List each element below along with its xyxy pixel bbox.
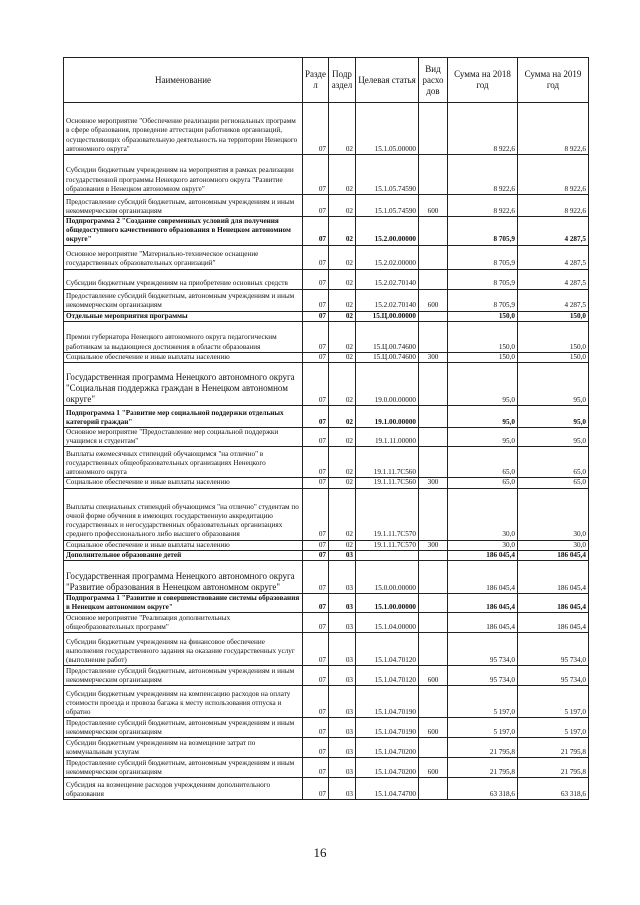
row-vid: 300 bbox=[419, 352, 448, 362]
row-razdel: 07 bbox=[303, 488, 329, 540]
header-sum2019: Сумма на 2019 год bbox=[518, 58, 589, 103]
row-razdel: 07 bbox=[303, 321, 329, 352]
row-vid bbox=[419, 447, 448, 478]
row-name: Премии губернатора Ненецкого автономного округа педагогическим работникам за выдающиеся достижения в области образования bbox=[64, 321, 303, 352]
row-podrazdel: 03 bbox=[329, 561, 356, 594]
row-podrazdel: 02 bbox=[329, 321, 356, 352]
table-row bbox=[64, 321, 589, 352]
row-razdel: 07 bbox=[303, 269, 329, 289]
row-target: 19.1.11.7С560 bbox=[356, 447, 419, 478]
row-podrazdel: 03 bbox=[329, 666, 356, 686]
row-podrazdel: 03 bbox=[329, 594, 356, 613]
row-podrazdel: 03 bbox=[329, 718, 356, 738]
row-sum2018: 30,0 bbox=[448, 488, 518, 540]
row-name: Основное мероприятие "Обеспечение реализации региональных программ в сфере образования, проведение аттестации работников организаций, осуществляющих образовательную деятельность на территории Ненецкого автономного округа" bbox=[64, 103, 303, 155]
row-name: Государственная программа Ненецкого автономного округа "Социальная поддержка граждан в Ненецком автономном округе" bbox=[64, 363, 303, 406]
table-row bbox=[64, 269, 589, 289]
row-podrazdel: 02 bbox=[329, 488, 356, 540]
table-row bbox=[64, 488, 589, 540]
row-sum2018: 21 795,8 bbox=[448, 738, 518, 758]
row-podrazdel: 02 bbox=[329, 478, 356, 488]
row-razdel: 07 bbox=[303, 103, 329, 155]
row-name: Предоставление субсидий бюджетным, автономным учреждениям и иным некоммерческим организациям bbox=[64, 758, 303, 778]
table-row bbox=[64, 718, 589, 738]
row-target: 15.1.04.70120 bbox=[356, 633, 419, 666]
row-razdel: 07 bbox=[303, 550, 329, 560]
table-row bbox=[64, 155, 589, 195]
row-sum2019: 65,0 bbox=[518, 478, 589, 488]
row-sum2019: 95 734,0 bbox=[518, 633, 589, 666]
row-sum2018: 150,0 bbox=[448, 311, 518, 321]
row-target: 15.1.05.74590 bbox=[356, 155, 419, 195]
row-sum2018: 186 045,4 bbox=[448, 594, 518, 613]
row-podrazdel: 03 bbox=[329, 550, 356, 560]
row-target: 15.2.02.00000 bbox=[356, 245, 419, 269]
row-sum2018: 8 922,6 bbox=[448, 195, 518, 217]
row-vid: 600 bbox=[419, 758, 448, 778]
row-vid: 600 bbox=[419, 666, 448, 686]
table-row bbox=[64, 245, 589, 269]
row-razdel: 07 bbox=[303, 613, 329, 633]
row-vid bbox=[419, 217, 448, 246]
row-podrazdel: 02 bbox=[329, 447, 356, 478]
table-row bbox=[64, 758, 589, 778]
row-razdel: 07 bbox=[303, 686, 329, 718]
row-sum2019: 8 922,6 bbox=[518, 103, 589, 155]
row-vid bbox=[419, 103, 448, 155]
row-sum2019: 8 922,6 bbox=[518, 195, 589, 217]
row-vid: 600 bbox=[419, 718, 448, 738]
row-name: Субсидии бюджетным учреждениям на приобретение основных средств bbox=[64, 269, 303, 289]
row-sum2019: 4 287,5 bbox=[518, 269, 589, 289]
row-podrazdel: 02 bbox=[329, 269, 356, 289]
row-razdel: 07 bbox=[303, 155, 329, 195]
row-razdel: 07 bbox=[303, 289, 329, 311]
row-podrazdel: 02 bbox=[329, 406, 356, 428]
table-row bbox=[64, 666, 589, 686]
row-sum2018: 21 795,8 bbox=[448, 758, 518, 778]
table-row bbox=[64, 289, 589, 311]
row-sum2019: 95,0 bbox=[518, 428, 589, 447]
row-target: 15.1.04.70200 bbox=[356, 758, 419, 778]
row-podrazdel: 03 bbox=[329, 778, 356, 800]
row-target bbox=[356, 550, 419, 560]
row-sum2018: 8 705,9 bbox=[448, 217, 518, 246]
row-sum2018: 95 734,0 bbox=[448, 666, 518, 686]
row-sum2018: 8 705,9 bbox=[448, 289, 518, 311]
row-vid bbox=[419, 245, 448, 269]
row-podrazdel: 02 bbox=[329, 217, 356, 246]
table-header-row bbox=[64, 58, 589, 103]
row-name: Государственная программа Ненецкого автономного округа "Развитие образования в Ненецком автономном округе" bbox=[64, 561, 303, 594]
table-row bbox=[64, 311, 589, 321]
row-target: 15.1.04.70120 bbox=[356, 666, 419, 686]
row-razdel: 07 bbox=[303, 666, 329, 686]
row-razdel: 07 bbox=[303, 540, 329, 550]
table-row bbox=[64, 478, 589, 488]
row-name: Социальное обеспечение и иные выплаты населению bbox=[64, 478, 303, 488]
row-razdel: 07 bbox=[303, 738, 329, 758]
row-razdel: 07 bbox=[303, 561, 329, 594]
row-razdel: 07 bbox=[303, 718, 329, 738]
row-target: 15.1.05.74590 bbox=[356, 195, 419, 217]
row-name: Предоставление субсидий бюджетным, автономным учреждениям и иным некоммерческим организациям bbox=[64, 718, 303, 738]
table-row bbox=[64, 686, 589, 718]
row-name: Предоставление субсидий бюджетным, автономным учреждениям и иным некоммерческим организациям bbox=[64, 289, 303, 311]
row-name: Отдельные мероприятия программы bbox=[64, 311, 303, 321]
row-name: Субсидии бюджетным учреждениям на компенсацию расходов на оплату стоимости проезда и провоза багажа к месту использования отпуска и обратно bbox=[64, 686, 303, 718]
table-row bbox=[64, 352, 589, 362]
row-sum2019: 150,0 bbox=[518, 352, 589, 362]
table-row bbox=[64, 550, 589, 560]
table-row bbox=[64, 217, 589, 246]
row-vid bbox=[419, 561, 448, 594]
row-sum2018: 95,0 bbox=[448, 406, 518, 428]
table-row bbox=[64, 103, 589, 155]
row-target: 19.0.00.00000 bbox=[356, 363, 419, 406]
row-razdel: 07 bbox=[303, 428, 329, 447]
row-vid bbox=[419, 428, 448, 447]
row-sum2019: 150,0 bbox=[518, 311, 589, 321]
table-row bbox=[64, 195, 589, 217]
row-target: 15.2.00.00000 bbox=[356, 217, 419, 246]
row-vid bbox=[419, 321, 448, 352]
row-name: Предоставление субсидий бюджетным, автономным учреждениям и иным некоммерческим организациям bbox=[64, 195, 303, 217]
row-sum2019: 186 045,4 bbox=[518, 613, 589, 633]
row-sum2018: 95,0 bbox=[448, 363, 518, 406]
row-target: 15.Ц.00.00000 bbox=[356, 311, 419, 321]
row-razdel: 07 bbox=[303, 245, 329, 269]
row-name: Подпрограмма 1 "Развитие мер социальной поддержки отдельных категорий граждан" bbox=[64, 406, 303, 428]
header-razdel: Разде л bbox=[303, 58, 329, 103]
row-sum2019: 21 795,8 bbox=[518, 738, 589, 758]
row-vid bbox=[419, 686, 448, 718]
table-row bbox=[64, 633, 589, 666]
row-target: 15.1.04.70190 bbox=[356, 686, 419, 718]
row-sum2019: 95 734,0 bbox=[518, 666, 589, 686]
header-vid: Вид расхо дов bbox=[419, 58, 448, 103]
row-sum2019: 5 197,0 bbox=[518, 718, 589, 738]
table-row bbox=[64, 613, 589, 633]
row-razdel: 07 bbox=[303, 778, 329, 800]
row-razdel: 07 bbox=[303, 758, 329, 778]
row-target: 15.1.04.70200 bbox=[356, 738, 419, 758]
row-sum2018: 30,0 bbox=[448, 540, 518, 550]
row-sum2018: 150,0 bbox=[448, 321, 518, 352]
row-target: 19.1.00.00000 bbox=[356, 406, 419, 428]
row-podrazdel: 03 bbox=[329, 758, 356, 778]
row-sum2019: 30,0 bbox=[518, 488, 589, 540]
row-sum2018: 186 045,4 bbox=[448, 561, 518, 594]
row-sum2019: 186 045,4 bbox=[518, 594, 589, 613]
row-name: Предоставление субсидий бюджетным, автономным учреждениям и иным некоммерческим организациям bbox=[64, 666, 303, 686]
row-vid bbox=[419, 155, 448, 195]
row-podrazdel: 02 bbox=[329, 428, 356, 447]
row-sum2019: 186 045,4 bbox=[518, 561, 589, 594]
row-target: 15.0.00.00000 bbox=[356, 561, 419, 594]
table-row bbox=[64, 594, 589, 613]
row-podrazdel: 03 bbox=[329, 613, 356, 633]
row-sum2018: 65,0 bbox=[448, 447, 518, 478]
row-name: Субсидии бюджетным учреждениям на мероприятия в рамках реализации государственной программы Ненецкого автономного округа "Развитие образования в Ненецком автономном округе" bbox=[64, 155, 303, 195]
page-number: 16 bbox=[313, 845, 327, 860]
row-sum2018: 63 318,6 bbox=[448, 778, 518, 800]
header-sum2018: Сумма на 2018 год bbox=[448, 58, 518, 103]
row-target: 15.1.04.00000 bbox=[356, 613, 419, 633]
table-row bbox=[64, 738, 589, 758]
row-target: 15.Ц.00.74600 bbox=[356, 352, 419, 362]
row-vid bbox=[419, 311, 448, 321]
row-sum2018: 8 705,9 bbox=[448, 245, 518, 269]
row-razdel: 07 bbox=[303, 406, 329, 428]
row-vid: 600 bbox=[419, 195, 448, 217]
row-vid bbox=[419, 633, 448, 666]
row-razdel: 07 bbox=[303, 447, 329, 478]
table-row bbox=[64, 406, 589, 428]
row-target: 19.1.11.7С560 bbox=[356, 478, 419, 488]
table-row bbox=[64, 363, 589, 406]
row-sum2019: 4 287,5 bbox=[518, 217, 589, 246]
row-name: Социальное обеспечение и иные выплаты населению bbox=[64, 352, 303, 362]
row-razdel: 07 bbox=[303, 633, 329, 666]
row-podrazdel: 02 bbox=[329, 311, 356, 321]
row-vid bbox=[419, 363, 448, 406]
row-target: 15.1.00.00000 bbox=[356, 594, 419, 613]
row-podrazdel: 02 bbox=[329, 245, 356, 269]
row-podrazdel: 02 bbox=[329, 195, 356, 217]
row-sum2019: 65,0 bbox=[518, 447, 589, 478]
row-name: Выплаты ежемесячных стипендий обучающимся "на отлично" в государственных общеобразовательных организациях Ненецкого автономного округа bbox=[64, 447, 303, 478]
row-sum2018: 95 734,0 bbox=[448, 633, 518, 666]
row-name: Основное мероприятие "Реализация дополнительных общеобразовательных программ" bbox=[64, 613, 303, 633]
row-vid bbox=[419, 778, 448, 800]
row-podrazdel: 02 bbox=[329, 155, 356, 195]
row-vid bbox=[419, 488, 448, 540]
row-sum2019: 63 318,6 bbox=[518, 778, 589, 800]
row-sum2018: 5 197,0 bbox=[448, 686, 518, 718]
row-name: Подпрограмма 2 "Создание современных условий для получения общедоступного качественного образования в Ненецком автономном округе" bbox=[64, 217, 303, 246]
row-sum2019: 21 795,8 bbox=[518, 758, 589, 778]
row-target: 15.2.02.70140 bbox=[356, 289, 419, 311]
row-sum2018: 8 705,9 bbox=[448, 269, 518, 289]
row-vid: 300 bbox=[419, 540, 448, 550]
row-sum2018: 8 922,6 bbox=[448, 155, 518, 195]
row-razdel: 07 bbox=[303, 217, 329, 246]
row-razdel: 07 bbox=[303, 352, 329, 362]
row-sum2019: 95,0 bbox=[518, 363, 589, 406]
row-name: Основное мероприятие "Материально-техническое оснащение государственных образовательных организаций" bbox=[64, 245, 303, 269]
row-sum2018: 95,0 bbox=[448, 428, 518, 447]
row-name: Социальное обеспечение и иные выплаты населению bbox=[64, 540, 303, 550]
row-razdel: 07 bbox=[303, 311, 329, 321]
row-podrazdel: 03 bbox=[329, 686, 356, 718]
row-name: Дополнительное образование детей bbox=[64, 550, 303, 560]
row-target: 15.1.04.70190 bbox=[356, 718, 419, 738]
row-name: Подпрограмма 1 "Развитие и совершенствование системы образования в Ненецком автономном округе" bbox=[64, 594, 303, 613]
table-row bbox=[64, 540, 589, 550]
table-row bbox=[64, 561, 589, 594]
row-sum2019: 4 287,5 bbox=[518, 289, 589, 311]
row-razdel: 07 bbox=[303, 195, 329, 217]
table-row bbox=[64, 778, 589, 800]
row-name: Субсидии бюджетным учреждениям на возмещение затрат по коммунальным услугам bbox=[64, 738, 303, 758]
header-podrazdel: Подр аздел bbox=[329, 58, 356, 103]
row-vid bbox=[419, 406, 448, 428]
header-name: Наименование bbox=[64, 58, 303, 103]
row-name: Основное мероприятие "Предоставление мер социальной поддержки учащимся и студентам" bbox=[64, 428, 303, 447]
row-sum2018: 8 922,6 bbox=[448, 103, 518, 155]
row-vid: 300 bbox=[419, 478, 448, 488]
row-target: 19.1.11.7С570 bbox=[356, 540, 419, 550]
table-body bbox=[64, 103, 589, 800]
row-sum2018: 65,0 bbox=[448, 478, 518, 488]
row-target: 15.1.04.74700 bbox=[356, 778, 419, 800]
row-sum2019: 30,0 bbox=[518, 540, 589, 550]
row-vid: 600 bbox=[419, 289, 448, 311]
row-name: Субсидия на возмещение расходов учреждениям дополнительного образования bbox=[64, 778, 303, 800]
row-sum2019: 186 045,4 bbox=[518, 550, 589, 560]
row-target: 15.Ц.00.74600 bbox=[356, 321, 419, 352]
header-target: Целевая статья bbox=[356, 58, 419, 103]
row-sum2019: 95,0 bbox=[518, 406, 589, 428]
table-row bbox=[64, 428, 589, 447]
row-sum2018: 150,0 bbox=[448, 352, 518, 362]
row-sum2019: 8 922,6 bbox=[518, 155, 589, 195]
row-podrazdel: 02 bbox=[329, 352, 356, 362]
row-target: 15.2.02.70140 bbox=[356, 269, 419, 289]
row-sum2019: 150,0 bbox=[518, 321, 589, 352]
row-razdel: 07 bbox=[303, 478, 329, 488]
row-podrazdel: 03 bbox=[329, 738, 356, 758]
row-target: 19.1.11.00000 bbox=[356, 428, 419, 447]
budget-table bbox=[63, 57, 589, 800]
row-target: 15.1.05.00000 bbox=[356, 103, 419, 155]
row-name: Выплаты специальных стипендий обучающимся "на отлично" студентам по очной форме обучения в имеющих государственную аккредитацию государственных и негосударственных образовательных организациях среднего профессионального либо высшего образования bbox=[64, 488, 303, 540]
row-vid bbox=[419, 738, 448, 758]
row-vid bbox=[419, 613, 448, 633]
row-podrazdel: 02 bbox=[329, 289, 356, 311]
row-sum2019: 5 197,0 bbox=[518, 686, 589, 718]
row-name: Субсидии бюджетным учреждениям на финансовое обеспечение выполнения государственного задания на оказание государственных услуг (выполнение работ) bbox=[64, 633, 303, 666]
row-podrazdel: 02 bbox=[329, 103, 356, 155]
row-vid bbox=[419, 550, 448, 560]
row-target: 19.1.11.7С570 bbox=[356, 488, 419, 540]
row-podrazdel: 03 bbox=[329, 633, 356, 666]
row-razdel: 07 bbox=[303, 594, 329, 613]
row-podrazdel: 02 bbox=[329, 363, 356, 406]
row-sum2018: 5 197,0 bbox=[448, 718, 518, 738]
row-sum2018: 186 045,4 bbox=[448, 550, 518, 560]
row-razdel: 07 bbox=[303, 363, 329, 406]
row-podrazdel: 02 bbox=[329, 540, 356, 550]
row-vid bbox=[419, 594, 448, 613]
table-row bbox=[64, 447, 589, 478]
row-vid bbox=[419, 269, 448, 289]
row-sum2018: 186 045,4 bbox=[448, 613, 518, 633]
row-sum2019: 4 287,5 bbox=[518, 245, 589, 269]
